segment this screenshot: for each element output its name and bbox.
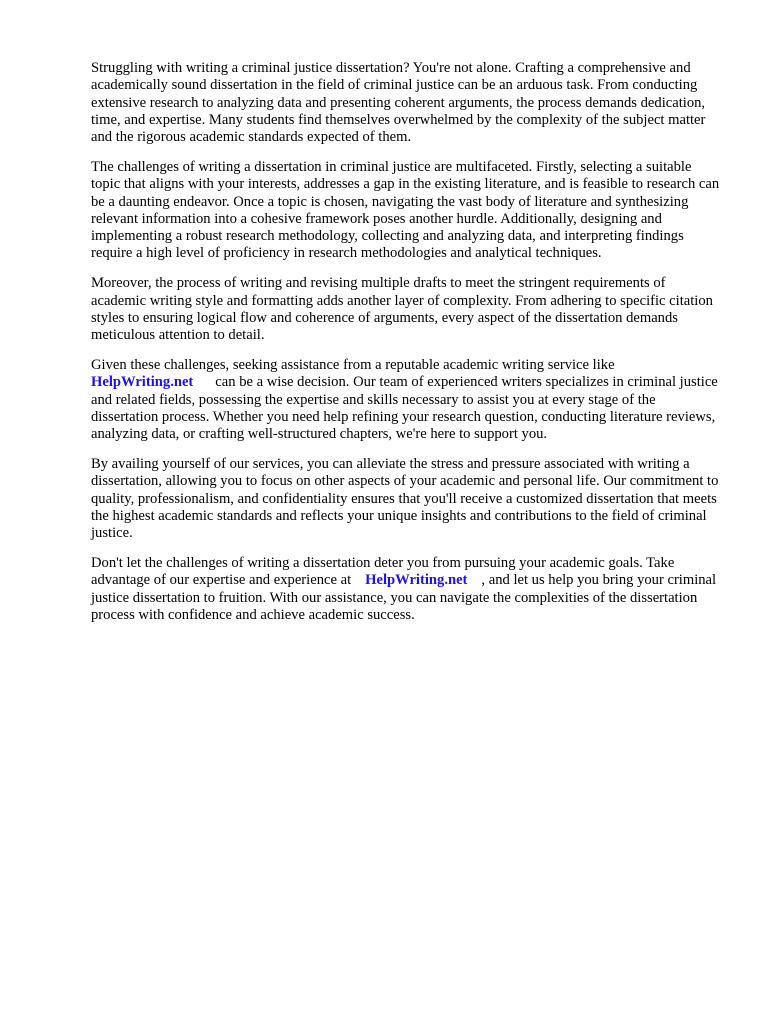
- paragraph-assistance-tail: can be a wise decision. Our team of experienced writers specializes in criminal justice and related fields, possessing the expertise and skills necessary to assist you at every stage of the dissertation process. Whether you need help refining your research question, conducting literature reviews, analyzing data, or crafting well-structured chapters, we're here to support you.: [91, 374, 718, 443]
- document-page: [91, 60, 723, 637]
- paragraph-moreover: Moreover, the process of writing and revising multiple drafts to meet the stringent requirements of academic writing style and formatting adds another layer of complexity. From adhering to specific citation styles to ensuring logical flow and coherence of arguments, every aspect of the dissertation demands meticulous attention to detail.: [91, 275, 713, 344]
- paragraph-closing-tail: , and let us help you bring your criminal justice dissertation to fruition. With our assistance, you can navigate the complexities of the dissertation process with confidence and achieve academic success.: [91, 572, 717, 623]
- paragraph-closing-lead: Don't let the challenges of writing a dissertation deter you from pursuing your academic goals. Take advantage of our expertise and experience at: [91, 554, 675, 589]
- paragraph-challenges: The challenges of writing a dissertation in criminal justice are multifaceted. Firstly, selecting a suitable topic that aligns with your interests, addresses a gap in the existing literature, and is feasible to research can be a daunting endeavor. Once a topic is chosen, navigating the vast body of literature and synthesizing relevant information into a cohesive framework poses another hurdle. Additionally, designing and implementing a robust research methodology, collecting and analyzing data, and interpreting findings require a high level of proficiency in research methodologies and analytical techniques.: [91, 158, 720, 262]
- paragraph-intro: Struggling with writing a criminal justice dissertation? You're not alone. Crafting a comprehensive and academically sound dissertation in the field of criminal justice can be an arduous task. From conducting extensive research to analyzing data and presenting coherent arguments, the process demands dedication, time, and expertise. Many students find themselves overwhelmed by the complexity of the subject matter and the rigorous academic standards expected of them.: [91, 60, 706, 146]
- helpwriting-link[interactable]: HelpWriting.net: [91, 374, 194, 391]
- paragraph-assistance: [91, 357, 723, 443]
- helpwriting-link-2[interactable]: HelpWriting.net: [365, 572, 468, 589]
- paragraph-assistance-lead: Given these challenges, seeking assistance from a reputable academic writing service like: [91, 356, 615, 373]
- paragraph-services: By availing yourself of our services, you can alleviate the stress and pressure associated with writing a dissertation, allowing you to focus on other aspects of your academic and personal life. Our commitment to quality, professionalism, and confidentiality ensures that you'll receive a customized dissertation that meets the highest academic standards and reflects your unique insights and contributions to the field of criminal justice.: [91, 455, 719, 542]
- paragraph-closing: [91, 555, 723, 624]
